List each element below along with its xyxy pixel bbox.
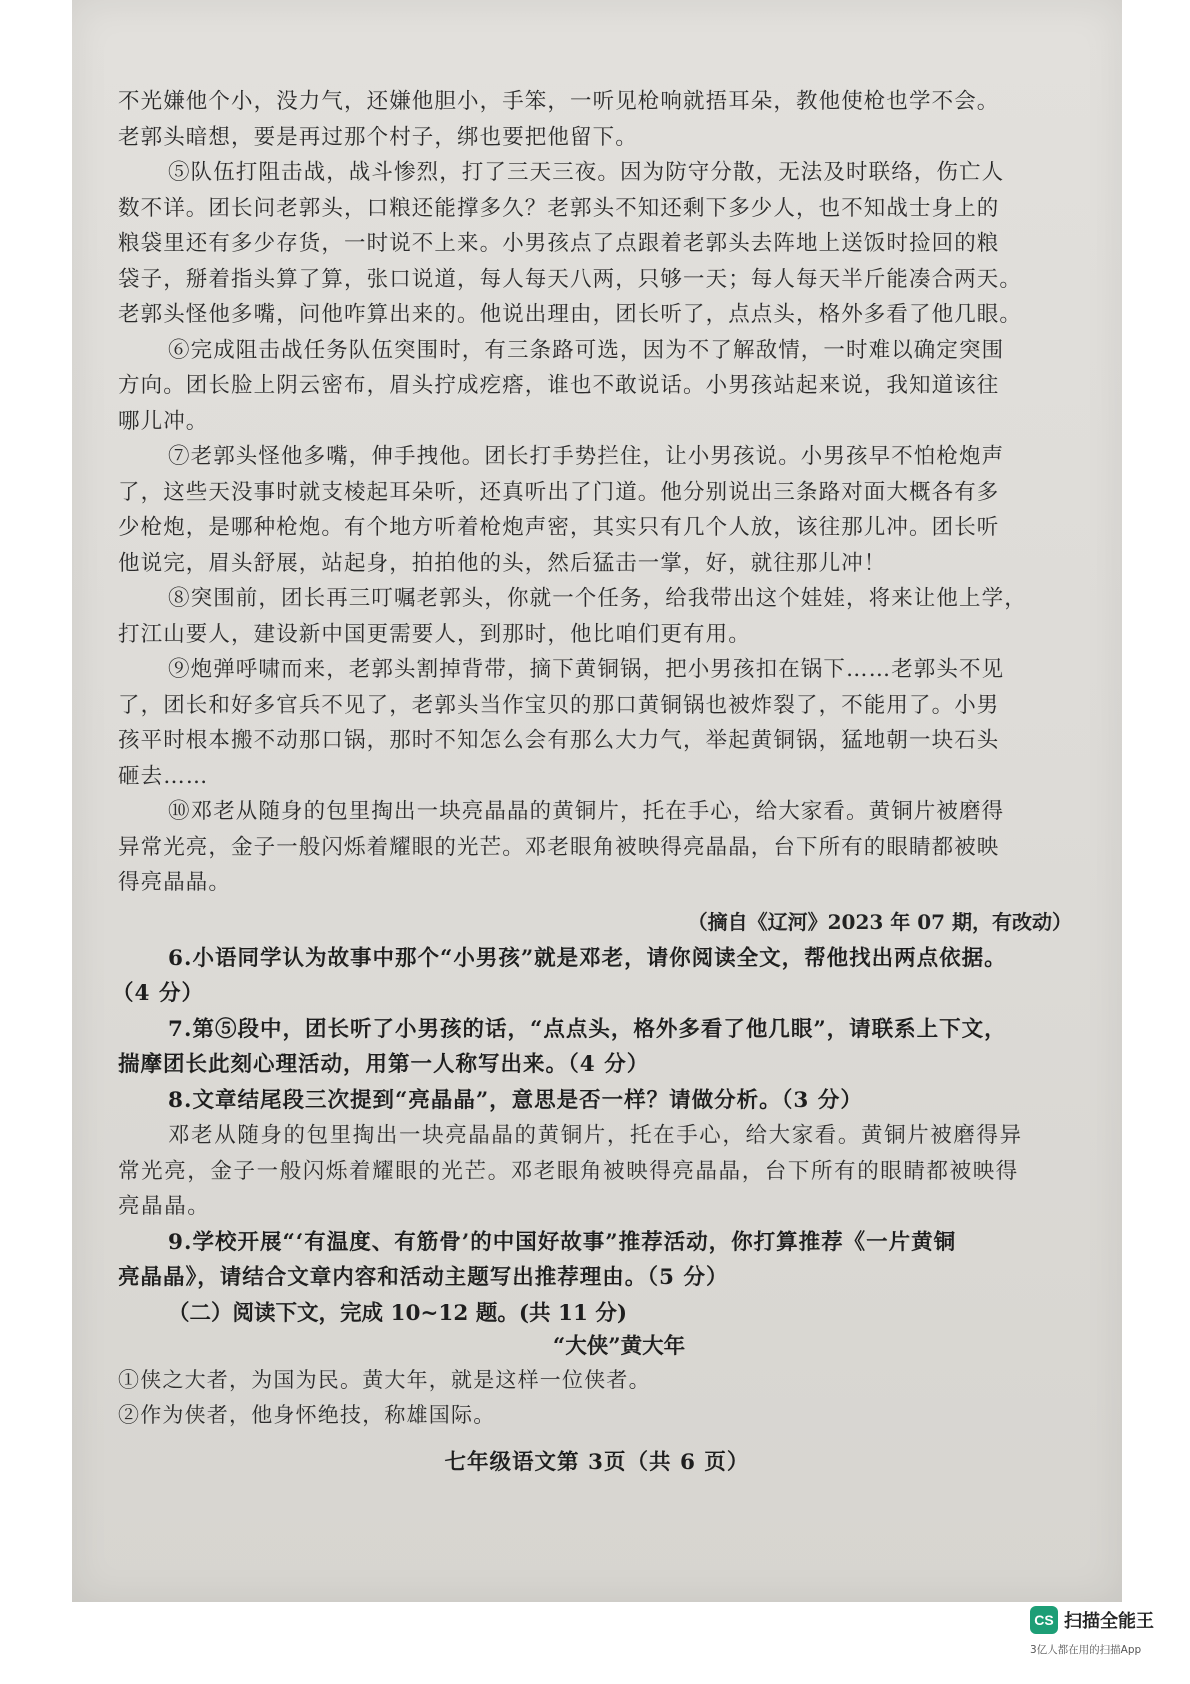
passage-line: 老郭头怪他多嘴，问他咋算出来的。他说出理由，团长听了，点点头，格外多看了他几眼。 <box>118 302 1023 327</box>
question-8-quote: 常光亮，金子一般闪烁着耀眼的光芒。邓老眼角被映得亮晶晶，台下所有的眼睛都被映得 <box>118 1158 1019 1184</box>
passage-line: 得亮晶晶。 <box>118 870 232 895</box>
passage-paragraph-10: ⑩邓老从随身的包里掏出一块亮晶晶的黄铜片，托在手心，给大家看。黄铜片被磨得 <box>168 799 1005 824</box>
question-7: 7.第⑤段中，团长听了小男孩的话，“点点头，格外多看了他几眼”，请联系上下文， <box>168 1016 1007 1042</box>
camscanner-logo-icon: CS <box>1030 1606 1058 1634</box>
section-heading: （二）阅读下文，完成 10~12 题。(共 11 分) <box>168 1300 628 1326</box>
passage-line: 少枪炮，是哪种枪炮。有个地方听着枪炮声密，其实只有几个人放，该往那儿冲。团长听 <box>118 515 1000 540</box>
question-8-quote: 亮晶晶。 <box>118 1194 211 1219</box>
passage-line: 老郭头暗想，要是再过那个村子，绑也要把他留下。 <box>118 124 638 150</box>
passage-line: 砸去…… <box>118 763 209 789</box>
passage-paragraph-9: ⑨炮弹呼啸而来，老郭头割掉背带，摘下黄铜锅，把小男孩扣在锅下……老郭头不见 <box>168 657 1005 682</box>
passage-line: 孩平时根本搬不动那口锅，那时不知怎么会有那么大力气，举起黄铜锅，猛地朝一块石头 <box>118 728 1000 753</box>
watermark-brand: 扫描全能王 <box>1064 1611 1154 1632</box>
question-9: 9.学校开展“‘有温度、有筋骨’的中国好故事”推荐活动，你打算推荐《一片黄铜 <box>168 1229 957 1255</box>
scanned-page <box>72 0 1122 1602</box>
passage-line: 打江山要人，建设新中国更需要人，到那时，他比咱们更有用。 <box>118 621 751 647</box>
watermark-tagline: 3亿人都在用的扫描App <box>1030 1644 1142 1656</box>
passage-paragraph-6: ⑥完成阻击战任务队伍突围时，有三条路可选，因为不了解敌情，一时难以确定突围 <box>168 337 1005 363</box>
question-8: 8.文章结尾段三次提到“亮晶晶”，意思是否一样？请做分析。（3 分） <box>168 1087 863 1113</box>
passage-line: 哪儿冲。 <box>118 408 209 434</box>
question-6-score: （4 分） <box>112 981 204 1006</box>
passage-paragraph-7: ⑦老郭头怪他多嘴，伸手拽他。团长打手势拦住，让小男孩说。小男孩早不怕枪炮声 <box>168 444 1005 469</box>
scanner-watermark <box>1030 1606 1180 1676</box>
passage-line: 袋子，掰着指头算了算，张口说道，每人每天八两，只够一天；每人每天半斤能凑合两天。 <box>118 266 1023 292</box>
page-footer: 七年级语文第 3页（共 6 页） <box>444 1450 750 1475</box>
source-citation: （摘自《辽河》2023 年 07 期，有改动） <box>687 909 1072 934</box>
passage-line: 了，团长和好多官兵不见了，老郭头当作宝贝的那口黄铜锅也被炸裂了，不能用了。小男 <box>118 692 1000 718</box>
passage-line: 不光嫌他个小，没力气，还嫌他胆小，手笨，一听见枪响就捂耳朵，教他使枪也学不会。 <box>118 89 1000 114</box>
passage-line: 粮袋里还有多少存货，一时说不上来。小男孩点了点跟着老郭头去阵地上送饭时捡回的粮 <box>118 231 1000 256</box>
passage-paragraph-5: ⑤队伍打阻击战，战斗惨烈，打了三天三夜。因为防守分散，无法及时联络，伤亡人 <box>168 160 1005 185</box>
question-9-cont: 亮晶晶》，请结合文章内容和活动主题写出推荐理由。（5 分） <box>118 1265 729 1290</box>
article-line: ②作为侠者，他身怀绝技，称雄国际。 <box>118 1403 496 1427</box>
passage-line: 数不详。团长问老郭头，口粮还能撑多久？老郭头不知还剩下多少人，也不知战士身上的 <box>118 195 1000 221</box>
question-7-cont: 揣摩团长此刻心理活动，用第一人称写出来。（4 分） <box>118 1052 650 1077</box>
passage-line: 了，这些天没事时就支棱起耳朵听，还真听出了门道。他分别说出三条路对面大概各有多 <box>118 479 1000 505</box>
article-title: “大侠”黄大年 <box>552 1334 686 1359</box>
question-8-quote: 邓老从随身的包里掏出一块亮晶晶的黄铜片，托在手心，给大家看。黄铜片被磨得异 <box>168 1123 1023 1148</box>
passage-line: 方向。团长脸上阴云密布，眉头拧成疙瘩，谁也不敢说话。小男孩站起来说，我知道该往 <box>118 373 1000 398</box>
question-6: 6.小语同学认为故事中那个“小男孩”就是邓老，请你阅读全文，帮他找出两点依据。 <box>168 945 1007 971</box>
passage-line: 异常光亮，金子一般闪烁着耀眼的光芒。邓老眼角被映得亮晶晶，台下所有的眼睛都被映 <box>118 834 1000 860</box>
page-content <box>112 84 1080 1433</box>
passage-paragraph-8: ⑧突围前，团长再三叮嘱老郭头，你就一个任务，给我带出这个娃娃，将来让他上学， <box>168 586 1027 611</box>
article-line: ①侠之大者，为国为民。黄大年，就是这样一位侠者。 <box>118 1368 651 1392</box>
passage-line: 他说完，眉头舒展，站起身，拍拍他的头，然后猛击一掌，好，就往那儿冲！ <box>118 550 887 576</box>
